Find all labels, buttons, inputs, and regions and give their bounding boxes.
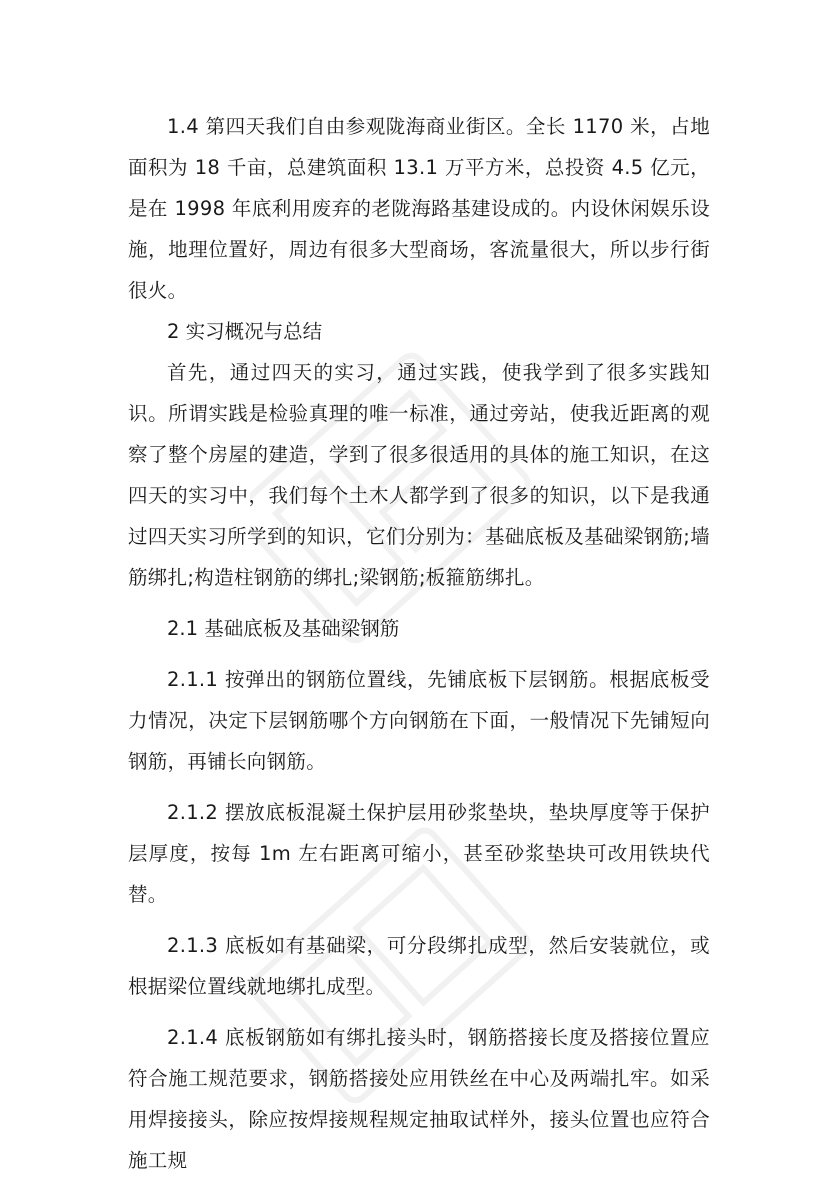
paragraph-1-4: 1.4 第四天我们自由参观陇海商业街区。全长 1170 米，占地面积为 18 千亩，总建筑面积 13.1 万平方米，总投资 4.5 亿元，是在 1998 年底利用废弃的老陇海路基建设成的。内设休闲娱乐设施，地理位置好，周边有很多大型商场，客流量很大，所以步行街很火。 — [128, 115, 710, 302]
paragraph-2-1-4: 2.1.4 底板钢筋如有绑扎接头时，钢筋搭接长度及搭接位置应符合施工规范要求，钢筋搭接处应用铁丝在中心及两端扎牢。如采用焊接接头，除应按焊接规程规定抽取试样外，接头位置也应符合施工规 — [128, 1026, 710, 1172]
paragraph-2-1-1: 2.1.1 按弹出的钢筋位置线，先铺底板下层钢筋。根据底板受力情况，决定下层钢筋哪个方向钢筋在下面，一般情况下先铺短向钢筋，再铺长向钢筋。 — [128, 668, 710, 773]
section-heading-2: 2 实习概况与总结 — [167, 320, 323, 343]
paragraph-summary: 首先，通过四天的实习，通过实践，使我学到了很多实践知识。所谓实践是检验真理的唯一标准，通过旁站，使我近距离的观察了整个房屋的建造，学到了很多很适用的具体的施工知识，在这四天的实习中，我们每个土木人都学到了很多的知识，以下是我通过四天实习所学到的知识，它们分别为：基础底板及基础梁钢筋;墙筋绑扎;构造柱钢筋的绑扎;梁钢筋;板箍筋绑扎。 — [128, 361, 710, 589]
document-body — [128, 106, 710, 1181]
paragraph-2-1-2: 2.1.2 摆放底板混凝土保护层用砂浆垫块，垫块厚度等于保护层厚度，按每 1m 左右距离可缩小，甚至砂浆垫块可改用铁块代替。 — [128, 801, 710, 906]
paragraph-2-1-3: 2.1.3 底板如有基础梁，可分段绑扎成型，然后安装就位，或根据梁位置线就地绑扎成型。 — [128, 934, 710, 998]
section-heading-2-1: 2.1 基础底板及基础梁钢筋 — [167, 617, 400, 640]
